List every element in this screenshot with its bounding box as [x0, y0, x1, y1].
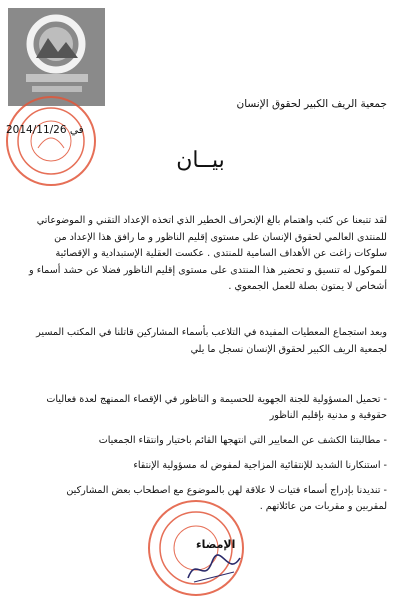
paragraph-line: للموكول له تنسيق و تحضير هذا المنتدى على مستوى إقليم الناظور فضلا عن حشد أسماء و	[29, 264, 387, 276]
list-item-line: حقوقية و مدنية بإقليم الناظور	[269, 410, 387, 421]
paragraph-line: للمنتدى العالمي لحقوق الإنسان على مستوى إقليم الناظور و ما رافق هذا الإعداد من	[54, 231, 387, 243]
list-item	[11, 392, 387, 424]
list-item	[11, 458, 387, 474]
document-title: بيــان	[176, 148, 225, 173]
paragraph-intro	[15, 213, 387, 296]
date-value: 2014/11/26	[6, 124, 67, 136]
paragraph-line: سلوكات زاغت عن الأهداف السامية للمنتدى . عكست العقلية الإستبدادية و الإقصائية	[55, 248, 387, 259]
logo-graphic	[8, 8, 105, 106]
handwritten-signature	[184, 548, 244, 588]
list-item-line: - استنكارنا الشديد للإنتقائية المزاجية لمفوض له مسؤولية الإنتقاء	[133, 460, 387, 471]
list-item-line: - تنديدنا بإدراج أسماء فتيات لا علاقة لهن بالموضوع مع اصطحاب بعض المشاركين	[66, 485, 387, 496]
paragraph-line: لجمعية الريف الكبير لحقوق الإنسان نسجل ما يلي	[190, 343, 387, 355]
date-prefix: في	[69, 124, 84, 136]
list-item-line: - تحميل المسؤولية للجنة الجهوية للحسيمة و الناظور في الإقصاء الممنهج لعدة فعاليات	[46, 394, 387, 405]
paragraph-line: أشخاص لا يمتون بصلة للعمل الجمعوي .	[228, 281, 387, 292]
organization-header: جمعية الريف الكبير لحقوق الإنسان	[236, 98, 387, 110]
signature-label: الإمضاء	[196, 538, 236, 551]
paragraph-line: لقد تتبعنا عن كثب واهتمام بالغ الإنحراف الخطير الذي اتخذه الإعداد التقني و الموضوعاتي	[36, 215, 387, 226]
date-line	[6, 124, 84, 136]
list-item-line: لمقربين و مقربات من عائلاتهم .	[259, 501, 387, 512]
paragraph-line: وبعد استجماع المعطيات المفيدة في التلاعب بأسماء المشاركين قاتلنا في المكتب المسير	[36, 327, 387, 338]
list-item	[11, 433, 387, 449]
organization-logo	[8, 8, 105, 106]
list-item-line: - مطالبتنا الكشف عن المعايير التي انتهجها القائم باختيار وانتقاء الجمعيات	[98, 435, 387, 446]
paragraph-findings	[15, 325, 387, 358]
